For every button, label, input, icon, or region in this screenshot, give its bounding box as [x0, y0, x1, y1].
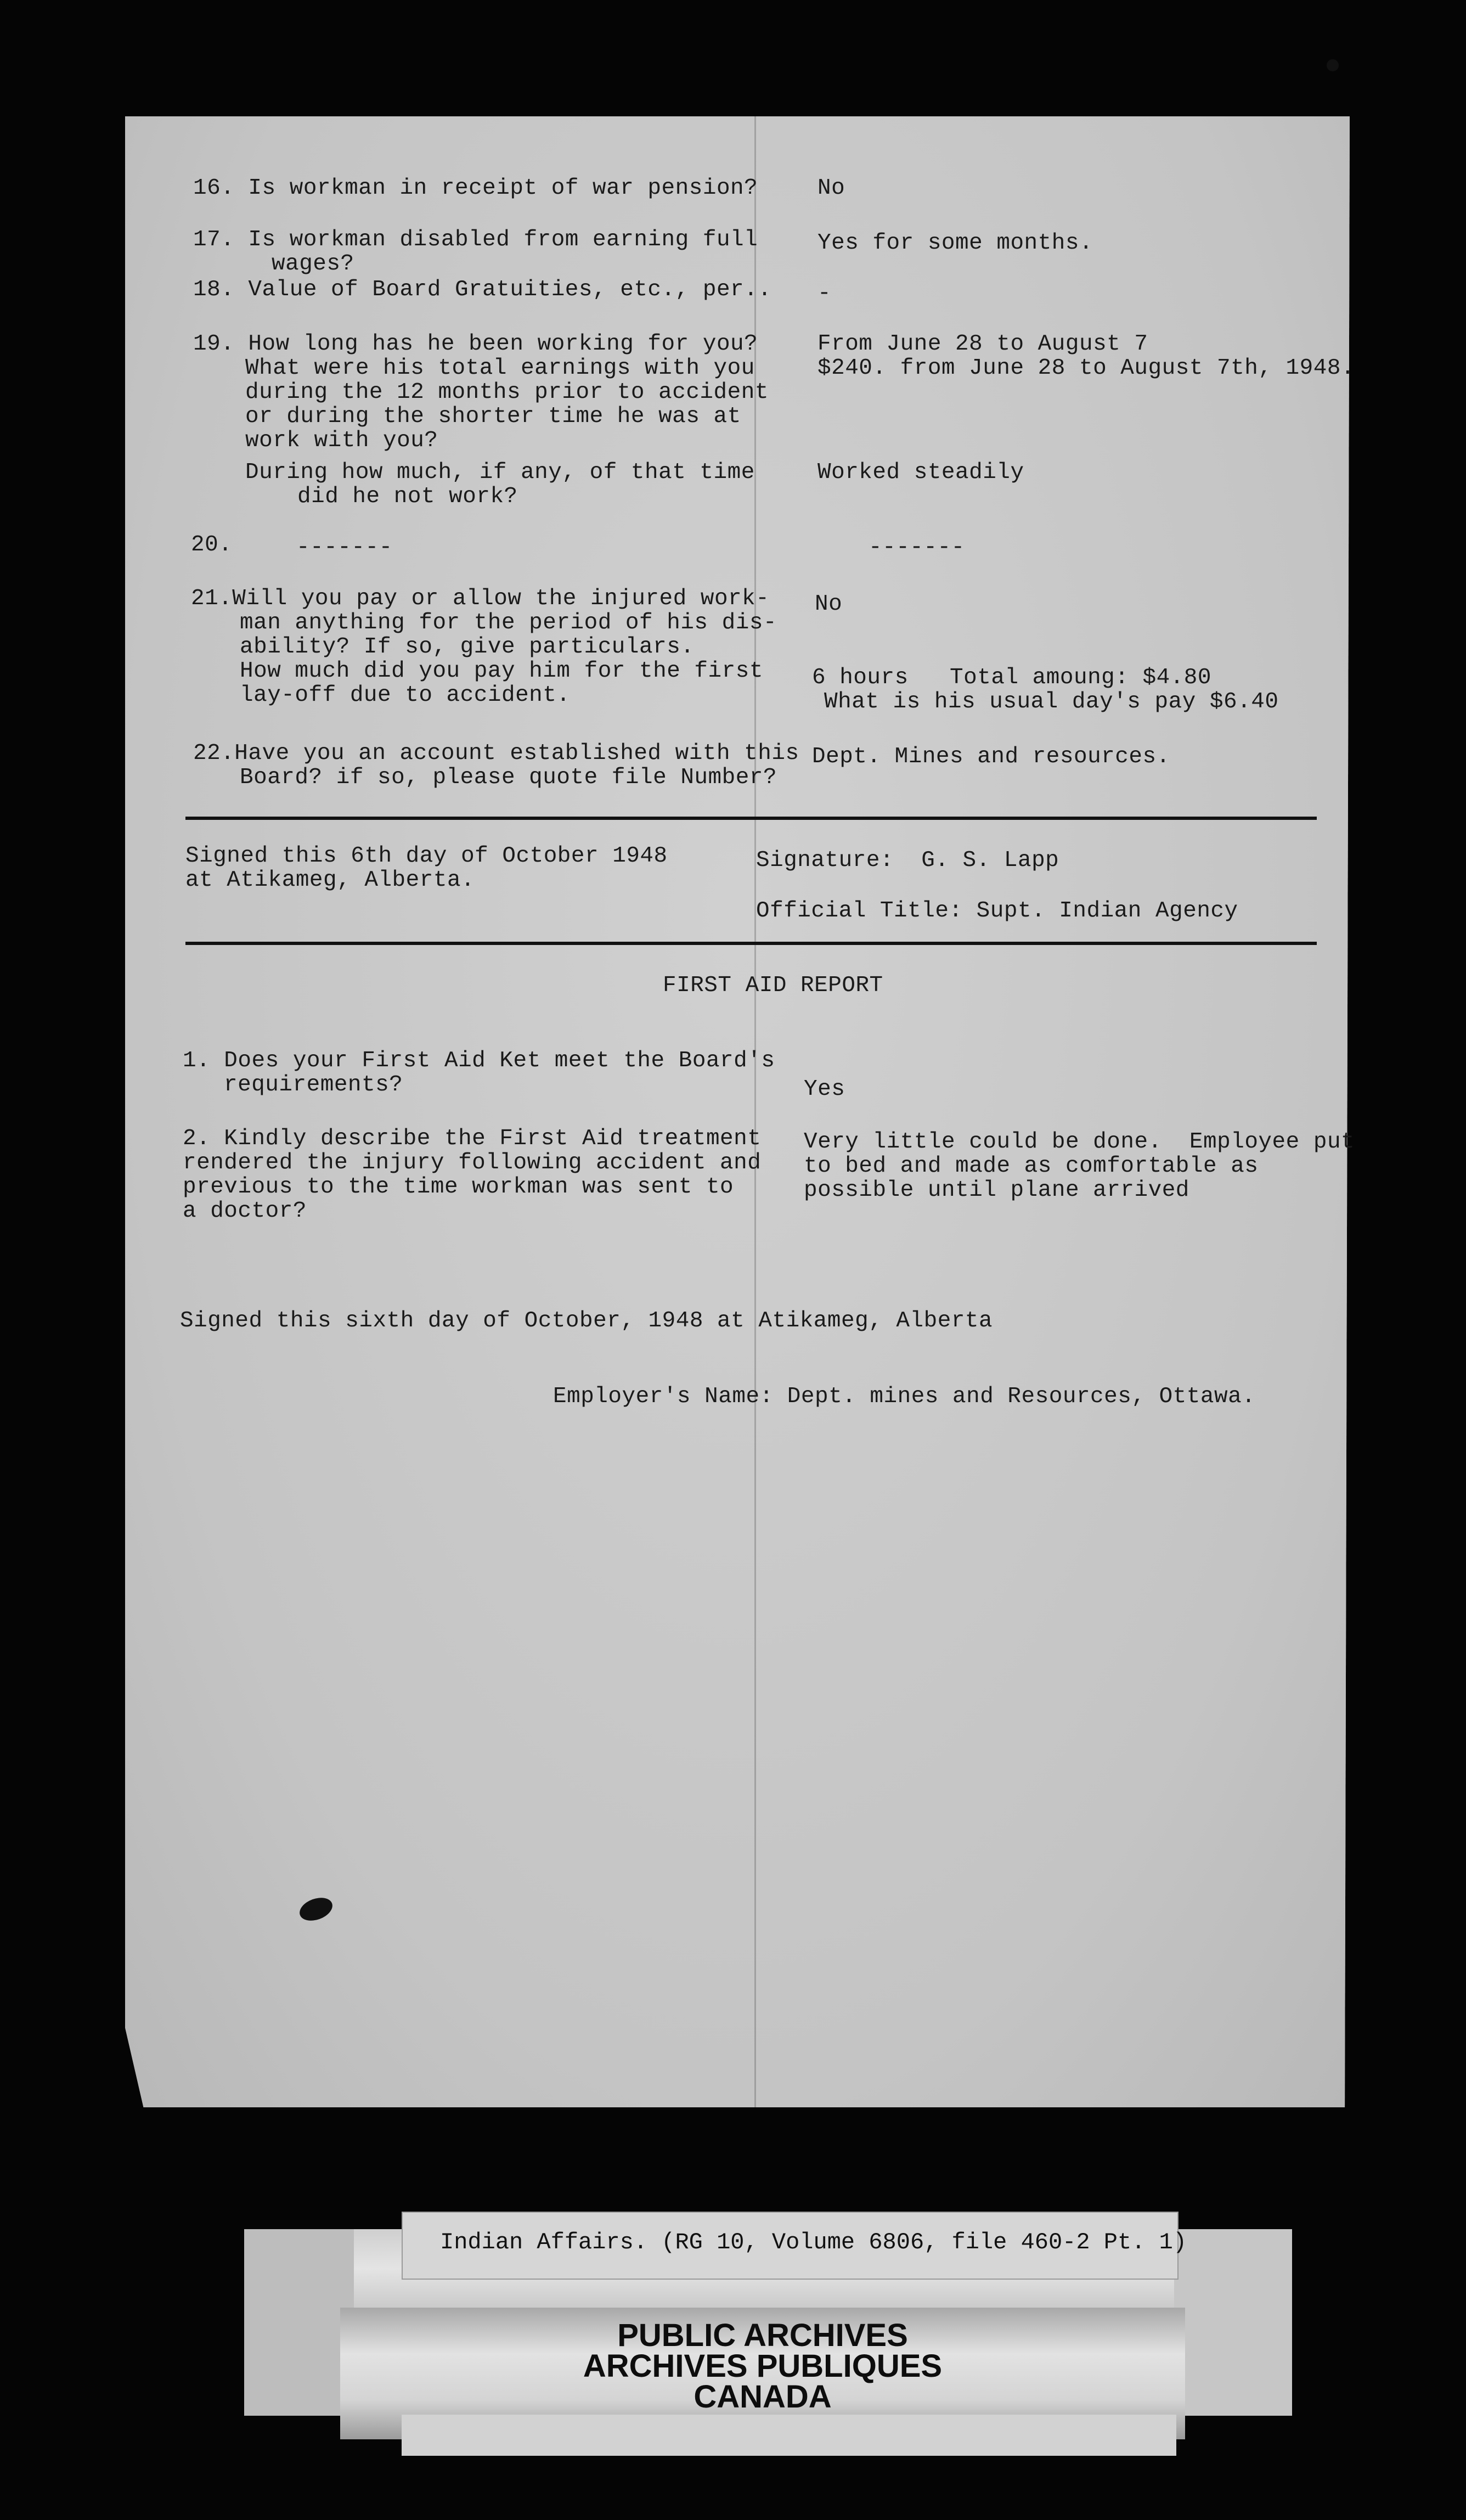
first-aid-q2-line4: a doctor?: [183, 1199, 307, 1224]
q21-question-line1: 21.Will you pay or allow the injured work-: [191, 586, 770, 611]
first-aid-q2-answer-line3: possible until plane arrived: [804, 1178, 1189, 1203]
q20-dash-right: -------: [869, 535, 965, 560]
q22-answer: Dept. Mines and resources.: [812, 744, 1170, 769]
q21-question-line5: lay-off due to accident.: [240, 683, 571, 708]
q19-question-line2: What were his total earnings with you: [245, 356, 755, 381]
archive-stamp-line2: ARCHIVES PUBLIQUES: [583, 2348, 943, 2384]
q20-dash-left: -------: [296, 535, 393, 560]
archive-label-left-tab: [244, 2229, 354, 2416]
archive-stamp-line3: CANADA: [693, 2379, 832, 2415]
q21-answer-line3: What is his usual day's pay $6.40: [824, 689, 1279, 715]
first-aid-signed: Signed this sixth day of October, 1948 at Atikameg, Alberta: [180, 1308, 993, 1334]
q16-answer: No: [817, 176, 845, 201]
q21-answer-line1: No: [815, 592, 843, 617]
first-aid-q2-line3: previous to the time workman was sent to: [183, 1174, 734, 1200]
signature: Signature: G. S. Lapp: [756, 848, 1059, 873]
first-aid-q2-line1: 2. Kindly describe the First Aid treatment: [183, 1126, 762, 1151]
first-aid-q1-line1: 1. Does your First Aid Ket meet the Board's: [183, 1048, 775, 1073]
employer-name: Employer's Name: Dept. mines and Resources, Ottawa.: [553, 1384, 1256, 1409]
signed-date-line2: at Atikameg, Alberta.: [185, 868, 475, 893]
q20-number: 20.: [191, 532, 233, 558]
q16-question: 16. Is workman in receipt of war pension?: [193, 176, 758, 201]
page-fold-line: [754, 116, 756, 2107]
q18-answer: -: [817, 281, 832, 306]
dust-speck: [1327, 59, 1339, 71]
archive-label-right-tab: [1174, 2229, 1292, 2416]
signed-date-line1: Signed this 6th day of October 1948: [185, 843, 668, 869]
q19-question-line7: did he not work?: [297, 484, 518, 509]
first-aid-q2-answer-line2: to bed and made as comfortable as: [804, 1154, 1259, 1179]
q17-question-line2: wages?: [272, 251, 354, 277]
divider-line: [185, 942, 1317, 945]
first-aid-q1-answer: Yes: [804, 1077, 845, 1102]
q19-question-line5: work with you?: [245, 428, 438, 453]
q19-answer-line2: $240. from June 28 to August 7th, 1948.: [817, 356, 1355, 381]
q19-question-line6: During how much, if any, of that time: [245, 460, 755, 485]
q17-question-line1: 17. Is workman disabled from earning full: [193, 227, 758, 252]
q17-answer: Yes for some months.: [817, 230, 1093, 256]
q22-question-line1: 22.Have you an account established with this: [193, 741, 799, 766]
q21-question-line2: man anything for the period of his dis-: [240, 610, 777, 635]
q21-question-line3: ability? If so, give particulars.: [240, 634, 695, 660]
q19-question-line1: 19. How long has he been working for you?: [193, 331, 758, 357]
first-aid-q1-line2: requirements?: [224, 1072, 403, 1098]
q19-answer-line3: Worked steadily: [817, 460, 1024, 485]
archive-bottom-strip: [402, 2415, 1176, 2456]
q21-answer-line2: 6 hours Total amoung: $4.80: [812, 665, 1212, 690]
q21-question-line4: How much did you pay him for the first: [240, 659, 763, 684]
first-aid-q2-answer-line1: Very little could be done. Employee put: [804, 1129, 1355, 1155]
archive-reference: Indian Affairs. (RG 10, Volume 6806, file 460-2 Pt. 1): [440, 2229, 1187, 2255]
official-title: Official Title: Supt. Indian Agency: [756, 898, 1238, 924]
archive-stamp-line1: PUBLIC ARCHIVES: [617, 2318, 908, 2353]
q19-question-line3: during the 12 months prior to accident: [245, 380, 769, 405]
q19-question-line4: or during the shorter time he was at: [245, 404, 741, 429]
q19-answer-line1: From June 28 to August 7: [817, 331, 1148, 357]
first-aid-heading: FIRST AID REPORT: [663, 973, 883, 998]
first-aid-q2-line2: rendered the injury following accident and: [183, 1150, 762, 1175]
q18-question: 18. Value of Board Gratuities, etc., per..: [193, 277, 772, 302]
divider-line: [185, 817, 1317, 820]
q22-question-line2: Board? if so, please quote file Number?: [240, 765, 777, 790]
